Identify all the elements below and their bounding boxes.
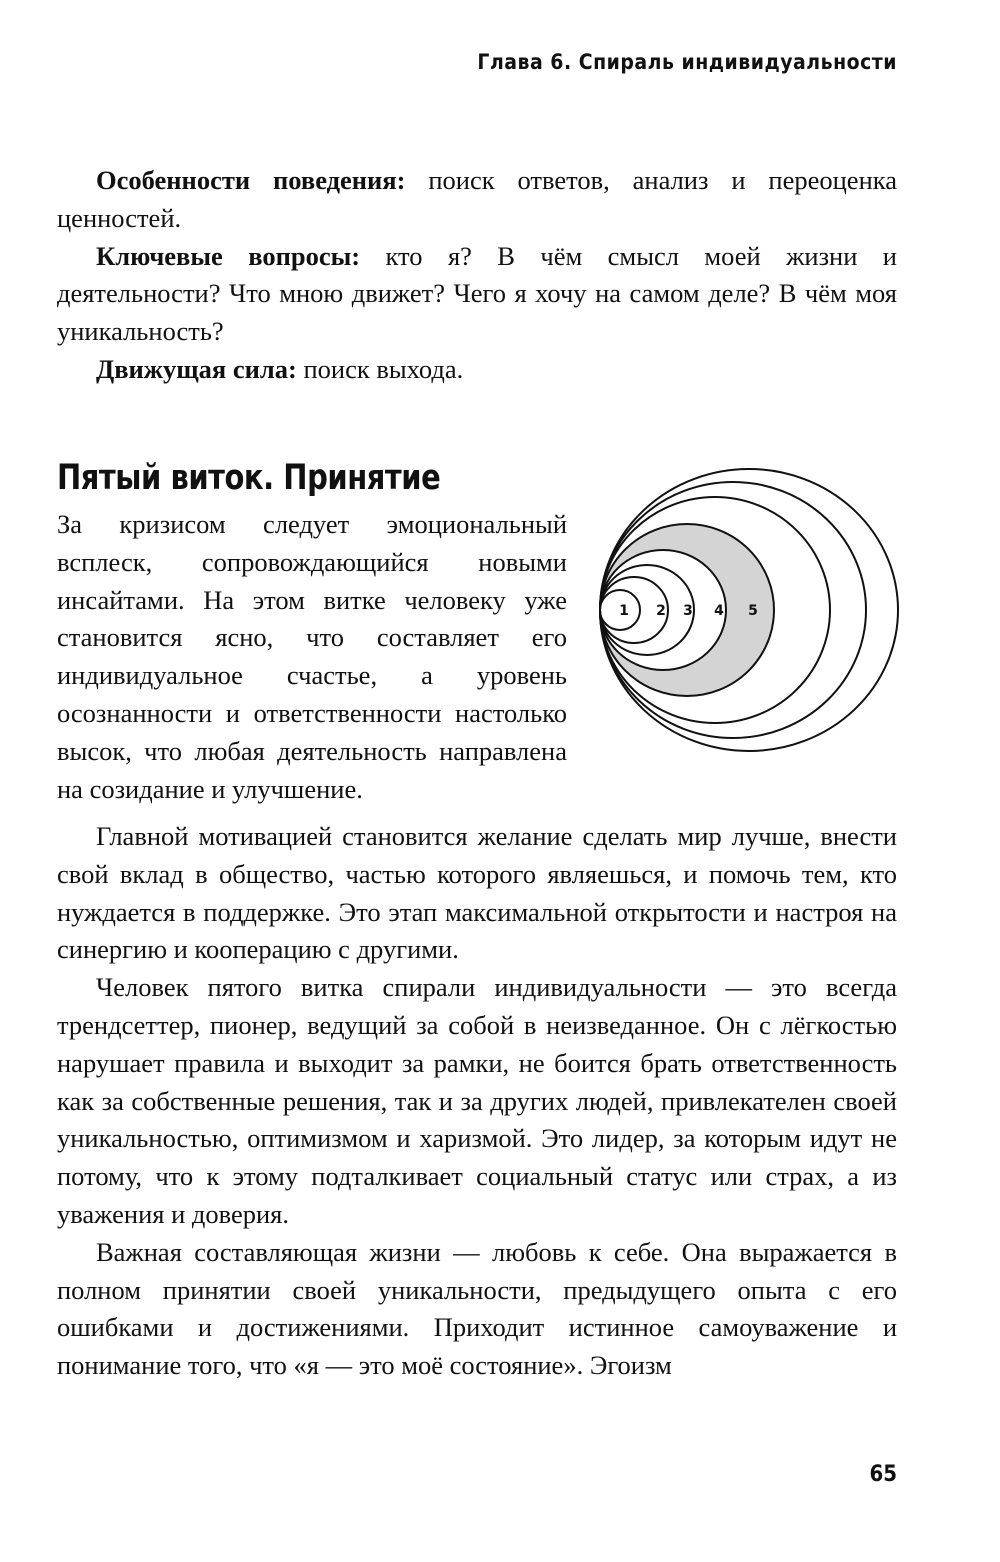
level-label-2: 2 bbox=[656, 603, 666, 619]
body-text-block bbox=[57, 818, 897, 1385]
level-label-4: 4 bbox=[714, 603, 724, 619]
level-label-5: 5 bbox=[748, 603, 758, 619]
page-number: 65 bbox=[869, 1462, 897, 1487]
definitions-block bbox=[57, 162, 897, 389]
level-label-1: 1 bbox=[619, 603, 629, 619]
force-label: Движущая сила: bbox=[96, 353, 297, 384]
intro-text-block bbox=[57, 506, 567, 808]
body-paragraph-3: Важная составляющая жизни — любовь к себе. Она выражается в полном принятии своей уникальности, предыдущего опыта с его ошибками и достижениями. Приходит истинное самоуважение и понимание того, что «я — это моё состояние». Эгоизм bbox=[57, 1236, 897, 1381]
questions-paragraph bbox=[57, 238, 897, 351]
behavior-text: поиск ответов, анализ и переоценка ценностей. bbox=[57, 165, 897, 233]
spiral-levels-diagram bbox=[590, 467, 900, 753]
questions-text: кто я? В чём смысл моей жизни и деятельности? Что мною движет? Чего я хочу на самом деле? В чём моя уникальность? bbox=[57, 240, 897, 347]
questions-label: Ключевые вопросы: bbox=[96, 240, 361, 271]
running-head-chapter-title: Глава 6. Спираль индивидуальности bbox=[477, 50, 897, 74]
body-paragraph-2: Человек пятого витка спирали индивидуальности — это всегда трендсеттер, пионер, ведущий за собой в неизведанное. Он с лёгкостью нарушает правила и выходит за рамки, не боится брать ответственность как за собственные решения, так и за других людей, привлекателен своей уникальностью, оптимизмом и харизмой. Это лидер, за которым идут не потому, что к этому подталкивает социальный статус или страх, а из уважения и доверия. bbox=[57, 972, 897, 1229]
force-text: поиск выхода. bbox=[296, 353, 464, 384]
intro-paragraph: За кризисом следует эмоциональный всплеск, сопровождающийся новыми инсайтами. На этом витке человеку уже становится ясно, что составляет его индивидуальное счастье, а уровень осознанности и ответственности настолько высок, что любая деятельность направлена на созидание и улучшение. bbox=[57, 509, 567, 804]
behavior-paragraph bbox=[57, 162, 897, 238]
section-heading: Пятый виток. Принятие bbox=[57, 458, 441, 498]
force-paragraph bbox=[57, 351, 897, 389]
level-label-3: 3 bbox=[683, 603, 693, 619]
behavior-label: Особенности поведения: bbox=[96, 165, 406, 195]
body-paragraph-1: Главной мотивацией становится желание сделать мир лучше, внести свой вклад в общество, частью которого являешься, и помочь тем, кто нуждается в поддержке. Это этап максимальной открытости и настроя на синергию и кооперацию с другими. bbox=[57, 821, 897, 965]
